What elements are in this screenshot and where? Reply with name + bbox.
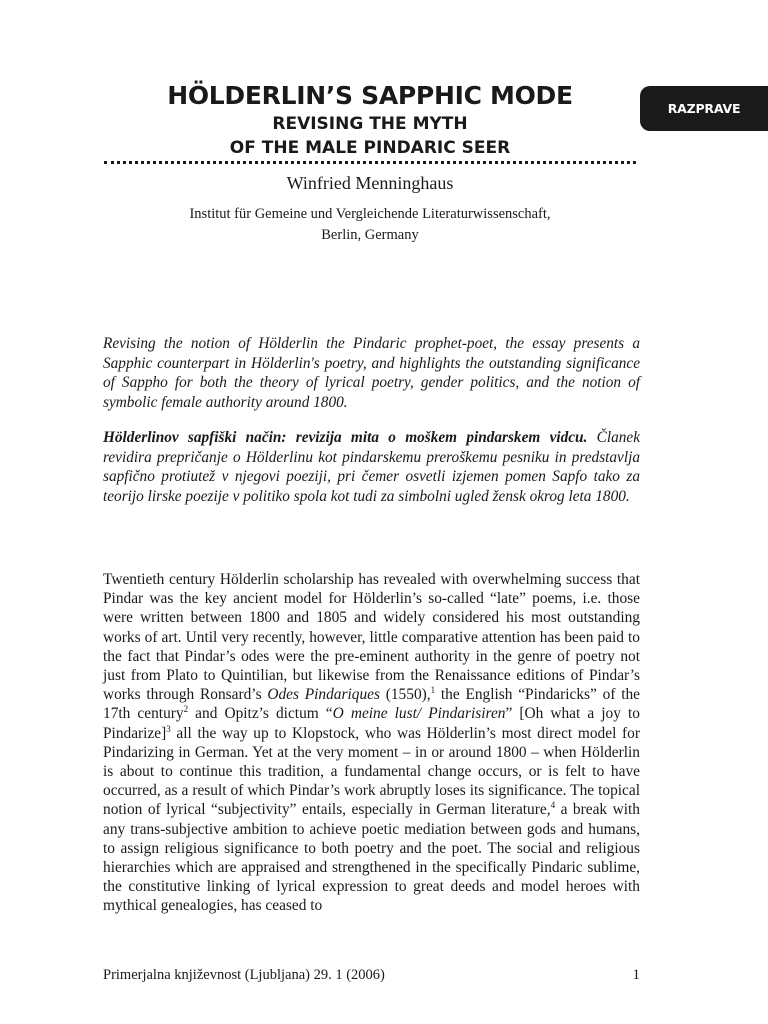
abstract-english: Revising the notion of Hölderlin the Pindaric prophet-poet, the essay presents a Sapphic counterpart in Hölderlin's poetry, and highlights the outstanding significance of Sappho for both the theory of lyrical poetry, gender politics, and the notion of symbolic female authority around 1800. bbox=[103, 335, 640, 411]
footnote-ref: 1 bbox=[430, 685, 436, 696]
body-italic-title: Odes Pindariques bbox=[267, 686, 380, 704]
title-block bbox=[100, 80, 640, 160]
author-name: Winfried Menninghaus bbox=[286, 173, 454, 193]
author-affiliation bbox=[100, 204, 640, 246]
section-tab: RAZPRAVE bbox=[640, 86, 768, 131]
affiliation-line2: Berlin, Germany bbox=[321, 227, 419, 243]
abstract-slovene bbox=[103, 428, 640, 506]
body-text-run: all the way up to Klopstock, who was Hölderlin’s most direct model for Pindarizing in German. Yet at the very moment – in or around 1800 – when Hölderlin is about to continue this tradition, a fundamental change occurs, or is felt to have occurred, as a result of which Pindar’s work abruptly loses its significance. The topical notion of lyrical “subjectivity” entails, especially in German literature, bbox=[103, 724, 640, 819]
body-text-run: a break with any trans-subjective ambition to achieve poetic mediation between gods and humans, to assign religious significance to both poetry and the poet. The social and religious hierarchies which are appraised and strengthened in the specifically Pindaric sublime, the constitutive linking of lyrical expression to great deeds and model heroes with mythical genealogies, has ceased to bbox=[103, 801, 640, 915]
dotted-divider bbox=[104, 161, 636, 164]
body-italic-quote: O meine lust/ Pindarisiren bbox=[332, 705, 506, 723]
body-text-run: Twentieth century Hölderlin scholarship has revealed with overwhelming success that Pindar was the key ancient model for Hölderlin’s so-called “late” poems, i.e. those were written between 1800 and 1805 and widely considered his most outstanding works of art. Until very recently, however, little comparative attention has been paid to the fact that Pindar’s odes were the pre-eminent authority in the genre of poetry not just from Plato to Quintilian, but likewise from the Renaissance editions of Pindar’s works through Ronsard’s bbox=[103, 571, 640, 704]
body-text-run: and Opitz’s dictum “ bbox=[188, 705, 333, 723]
footnote-ref: 3 bbox=[166, 723, 171, 734]
body-text-run: the English “Pindaricks” of the 17th century bbox=[103, 686, 641, 723]
abstract-slovene-heading: Hölderlinov sapfiški način: revizija mita o moškem pindarskem vidcu. bbox=[103, 429, 588, 446]
abstract-slovene-text: Članek revidira prepričanje o Hölderlinu kot pindarskemu preroškemu pesniku in predstavlja sapfično protiutež v njegovi poeziji, pri čemer osvetli izjemen pomen Sapfo tako za teorijo lirske poezije v politiko spola kot tudi za simbolni ugled žensk okrog leta 1800. bbox=[103, 429, 640, 505]
page-number: 1 bbox=[632, 967, 640, 983]
article-subtitle-line2: OF THE MALE PINDARIC SEER bbox=[229, 138, 511, 158]
body-text-run: ” [Oh what a joy to Pindarize] bbox=[103, 705, 640, 742]
body-text-run: (1550), bbox=[379, 686, 431, 704]
body-paragraph bbox=[103, 570, 640, 916]
footnote-ref: 2 bbox=[183, 704, 189, 715]
article-subtitle-line1: REVISING THE MYTH bbox=[272, 114, 468, 134]
article-title: HÖLDERLIN’S SAPPHIC MODE bbox=[167, 81, 573, 110]
footnote-ref: 4 bbox=[550, 800, 556, 811]
footer-journal-citation: Primerjalna književnost (Ljubljana) 29. 1 (2006) bbox=[103, 967, 385, 983]
affiliation-line1: Institut für Gemeine und Vergleichende Literaturwissenschaft, bbox=[189, 206, 551, 222]
